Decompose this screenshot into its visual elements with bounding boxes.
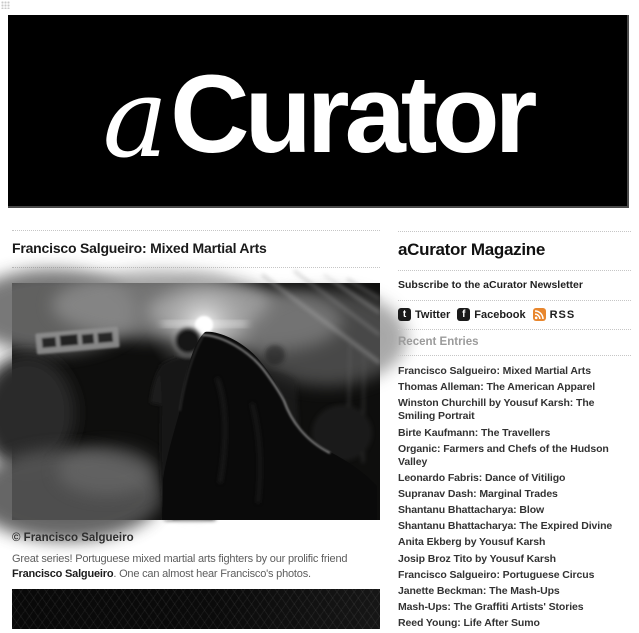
recent-entry-link[interactable]: Shantanu Bhattacharya: The Expired Divine (398, 520, 613, 533)
article-column (12, 230, 380, 629)
logo-wordmark: Curator (170, 53, 533, 176)
recent-entries-heading: Recent Entries (398, 330, 631, 356)
body-text-pre: Great series! Portuguese mixed martial arts fighters by our prolific friend (12, 553, 348, 565)
rss-link[interactable] (533, 308, 576, 321)
logo-letter-a: a (102, 54, 169, 182)
recent-entry-link[interactable]: Anita Ekberg by Yousuf Karsh (398, 536, 546, 549)
facebook-link[interactable] (457, 308, 525, 321)
sidebar (398, 231, 631, 633)
recent-entry-link[interactable]: Shantanu Bhattacharya: Blow (398, 504, 545, 517)
article-body (12, 552, 380, 582)
twitter-icon: t (398, 308, 411, 321)
recent-entry-link[interactable]: Birte Kaufmann: The Travellers (398, 426, 551, 439)
facebook-label: Facebook (474, 308, 526, 321)
recent-entry-link[interactable]: Francisco Salgueiro: Mixed Martial Arts (398, 365, 591, 377)
social-links-row (398, 301, 631, 330)
recent-entry-link[interactable]: Thomas Alleman: The American Apparel (398, 381, 596, 394)
corner-dotted-fragment (1, 1, 10, 9)
recent-entry-link[interactable]: Supranav Dash: Marginal Trades (398, 488, 558, 500)
recent-entry-link[interactable]: Janette Beckman: The Mash-Ups (398, 584, 560, 597)
article-title[interactable]: Francisco Salgueiro: Mixed Martial Arts (12, 230, 380, 268)
recent-entries-list (398, 356, 631, 630)
article-photo (12, 283, 380, 520)
rss-label: RSS (549, 308, 576, 321)
newsletter-subscribe-link[interactable]: Subscribe to the aCurator Newsletter (398, 271, 631, 301)
sidebar-title[interactable]: aCurator Magazine (398, 231, 631, 271)
facebook-icon: f (457, 308, 470, 321)
acurator-logo (102, 51, 533, 182)
recent-entry-link[interactable]: Winston Churchill by Yousuf Karsh: The Smiling Portrait (398, 397, 595, 423)
recent-entry-link[interactable]: Mash-Ups: The Graffiti Artists' Stories (398, 600, 584, 613)
next-article-photo-partial (12, 589, 380, 629)
rss-icon (533, 308, 546, 321)
recent-entry-link[interactable]: Leonardo Fabris: Dance of Vitiligo (398, 471, 566, 484)
recent-entry-link[interactable]: Reed Young: Life After Sumo (398, 617, 540, 629)
site-masthead[interactable] (8, 15, 629, 208)
photo-credit: © Francisco Salgueiro (12, 532, 134, 544)
body-text-bold-name: Francisco Salgueiro (12, 567, 114, 580)
body-text-post: . One can almost hear Francisco's photos. (113, 567, 311, 580)
recent-entry-link[interactable]: Josip Broz Tito by Yousuf Karsh (398, 552, 556, 565)
recent-entry-link[interactable]: Organic: Farmers and Chefs of the Hudson Valley (398, 442, 609, 468)
recent-entry-link[interactable]: Francisco Salgueiro: Portuguese Circus (398, 568, 595, 581)
twitter-link[interactable] (398, 308, 450, 321)
twitter-label: Twitter (415, 308, 451, 321)
